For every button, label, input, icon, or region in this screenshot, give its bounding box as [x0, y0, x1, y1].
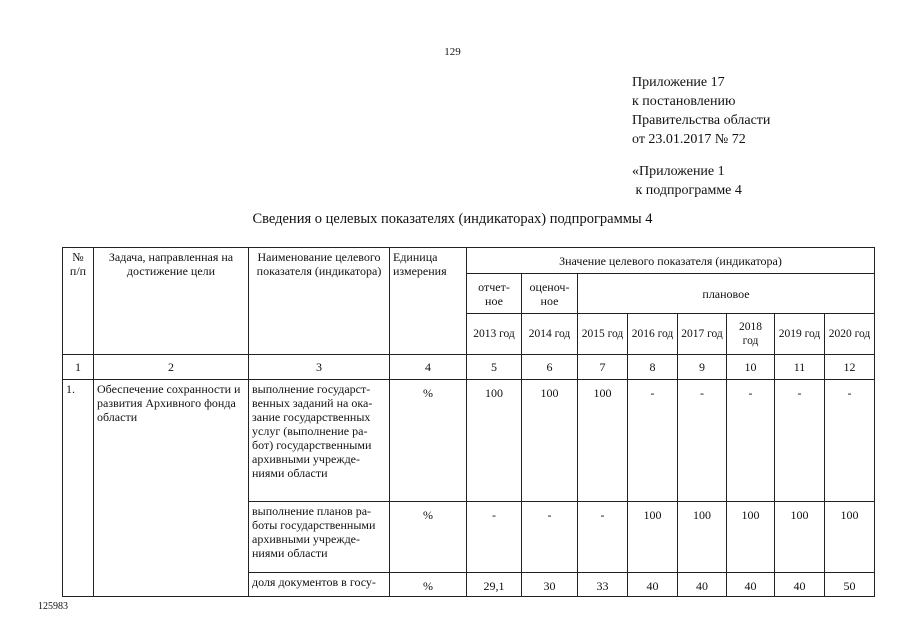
appendix-line: «Приложение 1: [632, 164, 725, 179]
value-cell: 40: [727, 573, 775, 597]
value-cell: -: [825, 380, 875, 502]
indicator-unit: %: [390, 380, 467, 502]
value-cell: 100: [578, 380, 628, 502]
indicator-name: выполнение государст-венных заданий на ока-зание государственных услуг (выполнение ра-бот) государственными архивными учрежде-ниями области: [249, 380, 390, 502]
header-year: 2013 год: [467, 314, 522, 355]
appendix-line: Приложение 17: [632, 75, 725, 90]
header-year: 2016 год: [628, 314, 678, 355]
value-cell: -: [522, 502, 578, 573]
header-year: 2014 год: [522, 314, 578, 355]
value-cell: -: [628, 380, 678, 502]
value-cell: 40: [628, 573, 678, 597]
appendix-line: от 23.01.2017 № 72: [632, 132, 746, 147]
value-cell: 40: [678, 573, 727, 597]
value-cell: 40: [775, 573, 825, 597]
value-cell: 100: [678, 502, 727, 573]
col-number: 12: [825, 355, 875, 380]
value-cell: 50: [825, 573, 875, 597]
header-value: Значение целевого показателя (индикатора): [467, 248, 875, 274]
value-cell: 29,1: [467, 573, 522, 597]
col-number: 10: [727, 355, 775, 380]
value-cell: -: [467, 502, 522, 573]
col-number: 4: [390, 355, 467, 380]
indicator-name: доля документов в госу-: [249, 573, 390, 597]
value-cell: 100: [825, 502, 875, 573]
header-year: 2020 год: [825, 314, 875, 355]
col-number: 7: [578, 355, 628, 380]
table-row: [63, 380, 875, 502]
col-number: 5: [467, 355, 522, 380]
header-unit: Единица измерения: [390, 248, 467, 355]
appendix-line: к подпрограмме 4: [632, 183, 742, 198]
col-number: 11: [775, 355, 825, 380]
column-numbers-row: [63, 355, 875, 380]
page-number: 129: [444, 46, 461, 58]
section-task: Обеспечение сохранности и развития Архивного фонда области: [94, 380, 249, 597]
appendix-block: [632, 73, 770, 200]
value-cell: 100: [467, 380, 522, 502]
header-year: 2017 год: [678, 314, 727, 355]
col-number: 9: [678, 355, 727, 380]
value-cell: 100: [775, 502, 825, 573]
value-cell: 100: [628, 502, 678, 573]
header-reported: отчет-ное: [467, 274, 522, 314]
section-num: 1.: [63, 380, 94, 597]
appendix-line: к постановлению: [632, 94, 736, 109]
value-cell: 100: [727, 502, 775, 573]
value-cell: 100: [522, 380, 578, 502]
value-cell: 33: [578, 573, 628, 597]
header-estimated: оценоч-ное: [522, 274, 578, 314]
value-cell: -: [578, 502, 628, 573]
document-title: Сведения о целевых показателях (индикаторах) подпрограммы 4: [252, 211, 653, 227]
header-indicator: Наименование целевого показателя (индикатора): [249, 248, 390, 355]
col-number: 8: [628, 355, 678, 380]
value-cell: -: [775, 380, 825, 502]
indicator-unit: %: [390, 502, 467, 573]
header-year: 2015 год: [578, 314, 628, 355]
col-number: 6: [522, 355, 578, 380]
value-cell: 30: [522, 573, 578, 597]
indicators-table: [62, 247, 875, 597]
indicator-name: выполнение планов ра-боты государственными архивными учрежде-ниями области: [249, 502, 390, 573]
appendix-line: Правительства области: [632, 113, 771, 128]
value-cell: -: [727, 380, 775, 502]
col-number: 1: [63, 355, 94, 380]
header-task: Задача, направленная на достижение цели: [94, 248, 249, 355]
header-year: 2018 год: [727, 314, 775, 355]
col-number: 2: [94, 355, 249, 380]
header-num: № п/п: [63, 248, 94, 355]
header-year: 2019 год: [775, 314, 825, 355]
value-cell: -: [678, 380, 727, 502]
col-number: 3: [249, 355, 390, 380]
indicator-unit: %: [390, 573, 467, 597]
footer-code: 125983: [38, 601, 68, 612]
header-planned: плановое: [578, 274, 875, 314]
